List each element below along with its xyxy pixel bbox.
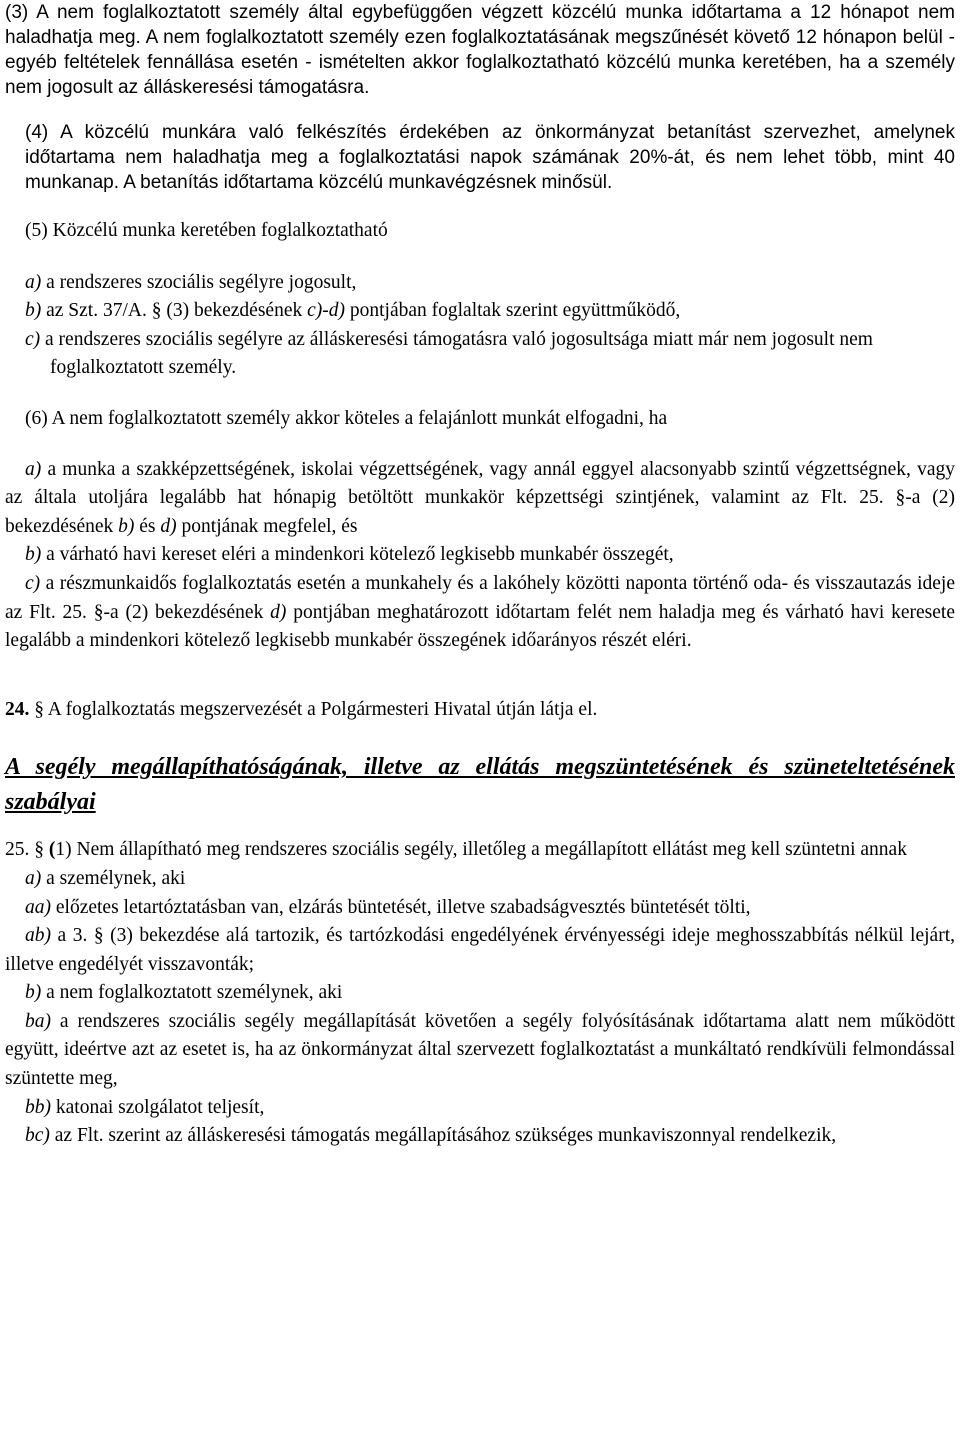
list-text: katonai szolgálatot teljesít, xyxy=(51,1096,265,1118)
paragraph-5-intro: (5) Közcélú munka keretében foglalkoztatható xyxy=(25,220,388,241)
section-number: 24. xyxy=(5,698,30,720)
list-text: a személynek, aki xyxy=(41,867,186,889)
reference: d) xyxy=(160,515,177,537)
section-heading: A segély megállapíthatóságának, illetve az ellátás megszüntetésének és szüneteltetésének szabályai xyxy=(5,754,955,816)
list-text: pontjában foglaltak szerint együttműködő, xyxy=(345,300,681,322)
list-label: bb) xyxy=(25,1096,51,1118)
list-item xyxy=(5,922,955,979)
list-text: a rendszeres szociális segély megállapítását követően a segély folyósításának időtartama alatt nem működött együtt, ideértve azt az esetet is, ha az önkormányzat által szervezett foglalkoztatást a munkáltató rendkívüli felmondással szüntette meg, xyxy=(5,1010,955,1090)
list-item xyxy=(5,456,955,542)
list-label: bc) xyxy=(25,1125,50,1147)
list-label: a) xyxy=(25,271,42,293)
list-label: c) xyxy=(25,328,41,350)
list-text: a rendszeres szociális segélyre jogosult, xyxy=(41,271,357,293)
reference: c)-d) xyxy=(307,300,345,322)
paragraph-4-text: (4) A közcélú munkára való felkészítés érdekében az önkormányzat betanítást szervezhet, amelynek időtartama nem haladhatja meg a foglalkoztatási napok számának 20%-át, és nem lehet több, mint 40 munkanap. xyxy=(25,122,955,193)
section-25 xyxy=(5,836,955,1151)
list-text: a munka a szakképzettségének, iskolai végzettségének, vagy annál eggyel alacsonyabb szintű végzettségnek, vagy az általa utoljára legalább hat hónapig betöltött munkakör képzettségi szintjének, valamint az Flt. 25. §-a (2) bekezdésének xyxy=(5,458,955,537)
list-label: a) xyxy=(25,867,42,889)
list-item xyxy=(5,1094,955,1123)
list-item xyxy=(5,894,955,923)
list-item xyxy=(5,865,955,894)
list-text: előzetes letartóztatásban van, elzárás büntetését, illetve szabadságvesztés büntetését tölti, xyxy=(51,896,751,918)
list-item xyxy=(5,570,955,656)
paragraph-6-list xyxy=(5,456,955,656)
document-page xyxy=(5,0,955,1151)
paragraph-5-list xyxy=(5,269,955,383)
list-text: pontjában meghatározott időtartam felét nem haladja meg és várható havi keresete legalább a mindenkori kötelező legkisebb munkabér összegének időarányos részét eléri. xyxy=(5,601,955,652)
list-item xyxy=(5,297,955,326)
paragraph-4-text-b: A betanítás időtartama közcélú munkavégzésnek minősül. xyxy=(119,172,613,193)
list-text: a 3. § (3) bekezdése alá tartozik, és tartózkodási engedélyének érvényességi ideje meghosszabbítás nélkül lejárt, illetve engedélyét visszavonták; xyxy=(5,925,955,975)
list-text: és xyxy=(134,515,161,537)
list-item xyxy=(5,1008,955,1094)
paren: ( xyxy=(48,839,56,861)
list-label: ab) xyxy=(25,925,51,947)
list-text: a nem foglalkoztatott személynek, aki xyxy=(41,982,343,1004)
list-label: a) xyxy=(25,458,42,480)
list-item xyxy=(5,269,955,298)
list-label: b) xyxy=(25,544,42,566)
list-text: az Szt. 37/A. § (3) bekezdésének xyxy=(41,300,308,322)
list-label: ba) xyxy=(25,1010,51,1032)
reference: d) xyxy=(270,601,287,623)
list-item xyxy=(5,979,955,1008)
list-label: b) xyxy=(25,982,42,1004)
paragraph-4 xyxy=(5,120,955,195)
list-text: pontjának megfelel, és xyxy=(176,515,358,537)
list-text: az Flt. szerint az álláskeresési támogatás megállapításához szükséges munkaviszonnyal rendelkezik, xyxy=(49,1125,837,1147)
list-text: a várható havi kereset eléri a mindenkori kötelező legkisebb munkabér összegét, xyxy=(41,544,674,566)
list-item xyxy=(5,326,955,383)
list-item xyxy=(5,541,955,570)
paragraph-3: (3) A nem foglalkoztatott személy által egybefüggően végzett közcélú munka időtartama a 12 hónapot nem haladhatja meg. A nem foglalkoztatott személy ezen foglalkoztatásának megszűnését követő 12 hónapon belül - egyéb feltételek fennállása esetén - ismételten akkor foglalkoztatható közcélú munka keretében, ha a személy nem jogosult az álláskeresési támogatásra. xyxy=(5,2,955,98)
section-number: 25. § xyxy=(5,839,49,861)
section-25-intro xyxy=(5,836,955,865)
list-label: aa) xyxy=(25,896,51,918)
list-item xyxy=(5,1122,955,1151)
section-text: 1) Nem állapítható meg rendszeres szociális segély, illetőleg a megállapított ellátást meg kell szüntetni annak xyxy=(55,839,907,861)
reference: b) xyxy=(118,515,135,537)
section-text: § A foglalkoztatás megszervezését a Polgármesteri Hivatal útján látja el. xyxy=(29,698,598,720)
list-text: a rendszeres szociális segélyre az álláskeresési támogatásra való jogosultsága miatt már nem jogosult nem foglalkoztatott személy. xyxy=(40,328,873,379)
list-label: c) xyxy=(25,572,41,594)
paragraph-6-intro: (6) A nem foglalkoztatott személy akkor köteles a felajánlott munkát elfogadni, ha xyxy=(25,407,668,429)
list-label: b) xyxy=(25,300,42,322)
section-24 xyxy=(5,696,955,725)
list-text: a részmunkaidős foglalkoztatás esetén a munkahely és a lakóhely közötti naponta történő oda- és visszautazás ideje az Flt. 25. §-a (2) bekezdésének xyxy=(5,572,955,623)
